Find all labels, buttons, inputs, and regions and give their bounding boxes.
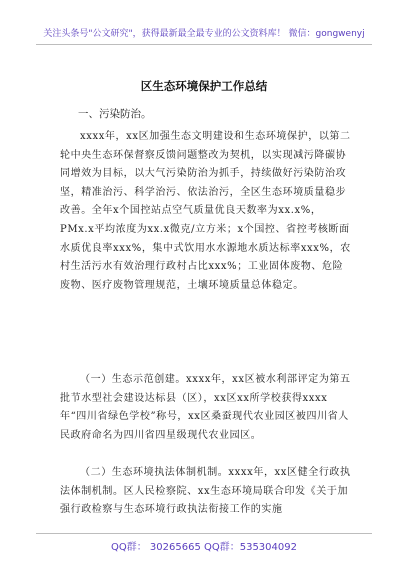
paragraph-pollution-overview: xxxx年，xx区加强生态文明建设和生态环境保护，以第二轮中央生态环保督察反馈问题整改为契机，以实现减污降碳协同增效为目标，以大气污染防治为抓手，持续做好污染防治攻坚，精准治污、科学治污、依法治污，全区生态环境质量稳步改善。全年x个国控站点空气质量优良天数率为xx.x%，PMx.x平均浓度为xx.x微克/立方米；x个国控、省控考核断面水质优良率xxx%，集中式饮用水水源地水质达标率xxx%，农村生活污水有效治理行政村占比xxx%；工业固体废物、危险废物、医疗废物管理规范，土壤环境质量总体稳定。: [60, 131, 351, 291]
document-title: 区生态环境保护工作总结: [140, 79, 268, 93]
paragraph-eco-demonstration: （一）生态示范创建。xxxx年，xx区被水利部评定为第五批节水型社会建设达标县（区），xx区xx所学校获得xxxx年“四川省绿色学校”称号，xx区桑蚕现代农业园区被四川省人民政府命名为四川省四星级现代农业园区。: [60, 374, 351, 441]
paragraph-enforcement-mechanism: （二）生态环境执法体制机制。xxxx年，xx区健全行政执法体制机制。区人民检察院、xx生态环境局联合印发《关于加强行政检察与生态环境行政执法衔接工作的实施: [60, 467, 351, 516]
header-divider: [36, 44, 372, 45]
section-heading: 一、污染防治。: [78, 108, 152, 120]
footer-divider: [36, 533, 372, 534]
header-note: 关注头条号"公文研究"，获得最新最全最专业的公文资料库！ 微信：gongwenyj: [43, 29, 365, 39]
footer-contact: QQ群： 30265665 QQ群：535304092: [110, 542, 297, 553]
